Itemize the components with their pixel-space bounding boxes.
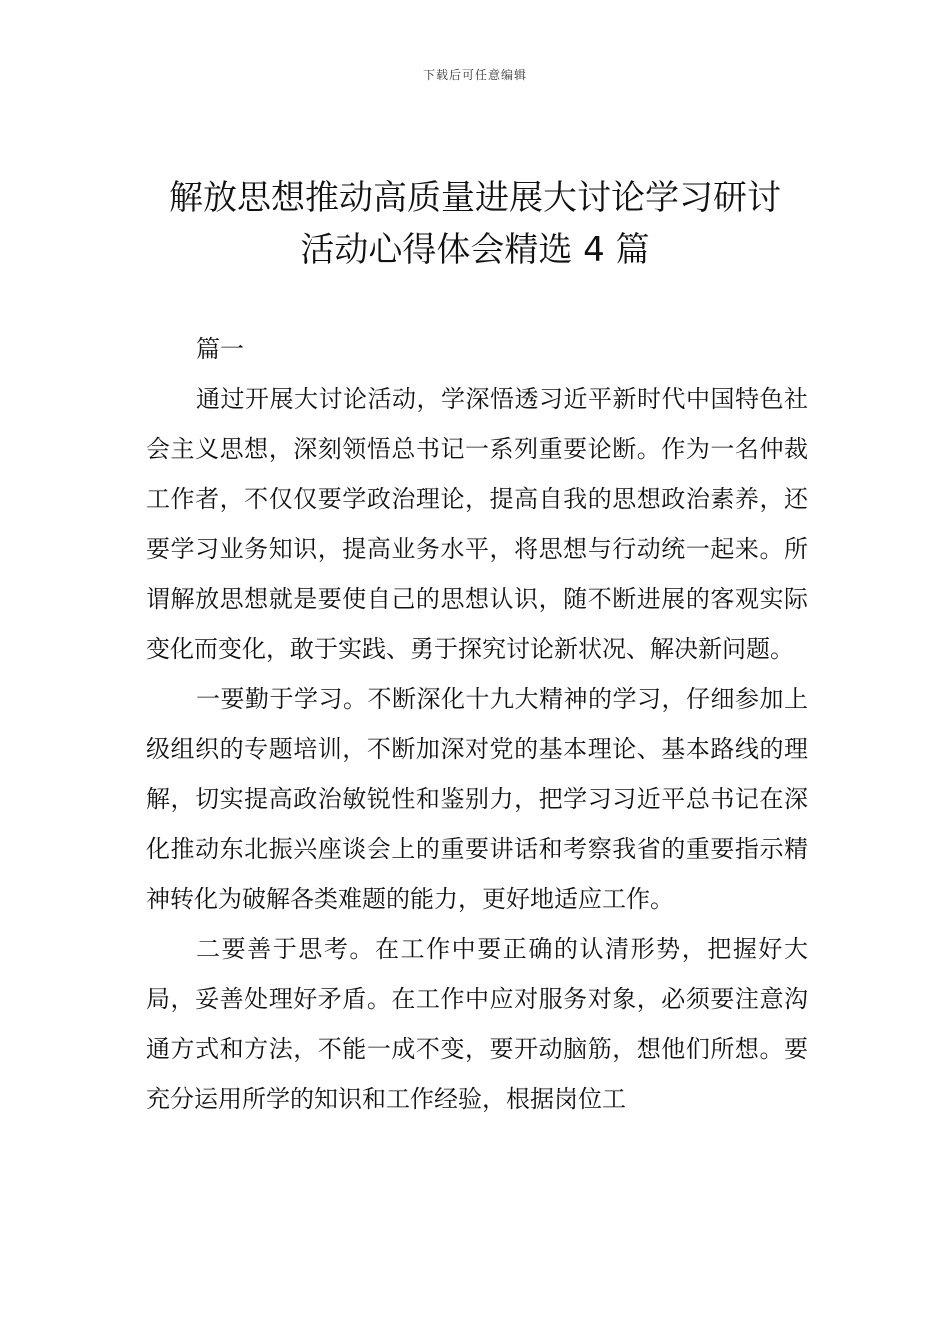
document-body: [146, 324, 808, 1124]
paragraph-1: 通过开展大讨论活动，学深悟透习近平新时代中国特色社会主义思想，深刻领悟总书记一系列重要论断。作为一名仲裁工作者，不仅仅要学政治理论，提高自我的思想政治素养，还要学习业务知识，提高业务水平，将思想与行动统一起来。所谓解放思想就是要使自己的思想认识，随不断进展的客观实际变化而变化，敢于实践、勇于探究讨论新状况、解决新问题。: [146, 385, 808, 663]
paragraph-2: 一要勤于学习。不断深化十九大精神的学习，仔细参加上级组织的专题培训，不断加深对党的基本理论、基本路线的理解，切实提高政治敏锐性和鉴别力，把学习习近平总书记在深化推动东北振兴座谈会上的重要讲话和考察我省的重要指示精神转化为破解各类难题的能力，更好地适应工作。: [146, 685, 808, 913]
section-heading: 篇一: [196, 335, 244, 363]
title-line-2: 活动心得体会精选 4 篇: [300, 230, 650, 270]
header-note: 下载后可任意编辑: [422, 68, 527, 82]
paragraph-3: 二要善于思考。在工作中要正确的认清形势，把握好大局，妥善处理好矛盾。在工作中应对服务对象，必须要注意沟通方式和方法，不能一成不变，要开动脑筋，想他们所想。要充分运用所学的知识和工作经验，根据岗位工: [146, 935, 808, 1113]
title-line-1: 解放思想推动高质量进展大讨论学习研讨: [169, 178, 781, 218]
document-title: [0, 172, 950, 276]
